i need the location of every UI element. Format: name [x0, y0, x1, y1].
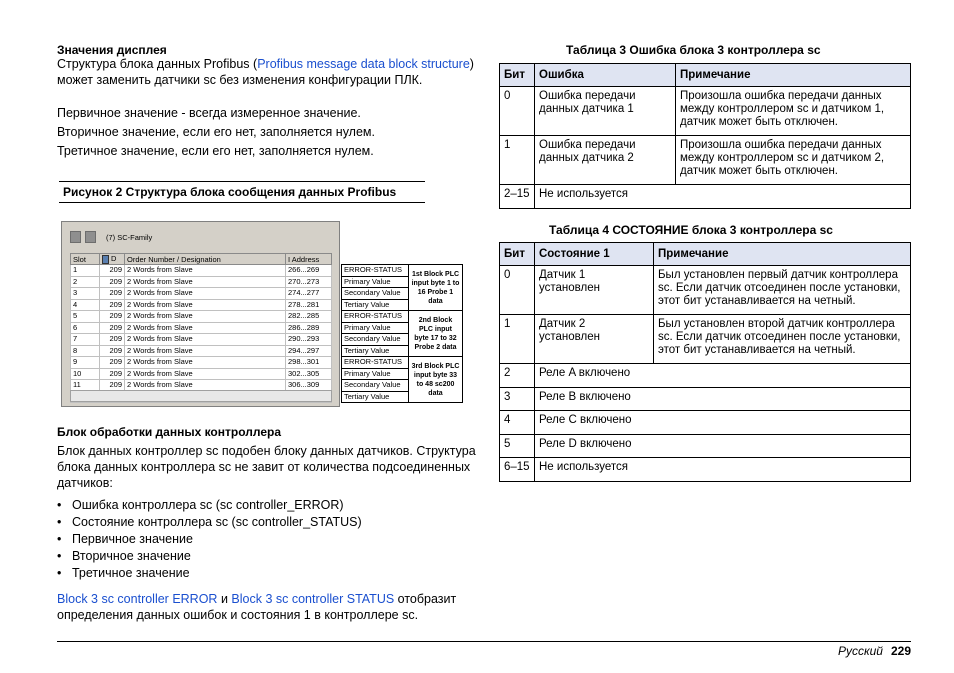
block-description: 3rd Block PLC input byte 33 to 48 sc200 data	[409, 357, 463, 403]
table3-error	[499, 63, 911, 209]
error-cell: Ошибка передачи данных датчика 1	[535, 87, 676, 136]
table-row	[71, 322, 332, 334]
designation-header: Order Number / Designation	[125, 254, 286, 265]
block-description: 2nd Block PLC input byte 17 to 32 Probe 2 data	[409, 311, 463, 357]
designation-cell: 2 Words from Slave	[125, 380, 286, 392]
note-cell: Был установлен второй датчик контроллера sc. Если датчик отсоединен после установки, этот бит устанавливается на четный.	[654, 315, 911, 364]
slot-header: Slot	[71, 254, 100, 265]
d-cell: 209	[100, 334, 125, 346]
bit-cell: 1	[500, 136, 535, 185]
table-row	[500, 87, 911, 136]
table4-caption: Таблица 4 СОСТОЯНИЕ блока 3 контроллера sc	[549, 223, 833, 237]
d-cell: 209	[100, 368, 125, 380]
designation-cell: 2 Words from Slave	[125, 322, 286, 334]
address-cell: 274...277	[286, 288, 332, 300]
table-row	[342, 311, 463, 323]
slot-cell: 2	[71, 276, 100, 288]
table3-header-error: Ошибка	[535, 64, 676, 87]
slot-cell: 7	[71, 334, 100, 346]
list-item: • Вторичное значение	[57, 548, 477, 565]
d-cell: 209	[100, 299, 125, 311]
designation-cell: 2 Words from Slave	[125, 299, 286, 311]
slot-cell: 3	[71, 288, 100, 300]
value-label: Primary Value	[342, 322, 409, 334]
slot-cell: 5	[71, 311, 100, 323]
table-row	[500, 435, 911, 458]
figure-caption-rule	[59, 202, 425, 203]
footer-rule	[57, 641, 911, 642]
status-cell: Датчик 2 установлен	[535, 315, 654, 364]
d-cell: 209	[100, 276, 125, 288]
table-row	[500, 315, 911, 364]
table3-header-note: Примечание	[676, 64, 911, 87]
value-label: Primary Value	[342, 276, 409, 288]
paragraph-text: и	[217, 592, 232, 606]
paragraph-controller-block: Блок данных контроллер sc подобен блоку данных датчиков. Структура блока данных контроллера sc не завит от количества подсоединенных датчиков:	[57, 444, 476, 490]
address-cell: 278...281	[286, 299, 332, 311]
back-arrow-icon	[70, 231, 81, 243]
bit-cell: 3	[500, 388, 535, 411]
error-cell: Ошибка передачи данных датчика 2	[535, 136, 676, 185]
table-row	[500, 388, 911, 411]
value-label: ERROR-STATUS	[342, 311, 409, 323]
paragraph-tertiary-value: Третичное значение, если его нет, заполняется нулем.	[57, 144, 374, 158]
bit-cell: 4	[500, 411, 535, 435]
table-row	[342, 357, 463, 369]
slot-cell: 4	[71, 299, 100, 311]
d-header	[100, 254, 125, 265]
profibus-config-screenshot	[61, 221, 340, 407]
screenshot-scrollbar	[70, 390, 332, 402]
table3-header-bit: Бит	[500, 64, 535, 87]
note-cell: Был установлен первый датчик контроллера sc. Если датчик отсоединен после установки, этот бит устанавливается на четный.	[654, 266, 911, 315]
designation-cell: 2 Words from Slave	[125, 265, 286, 277]
value-label: Tertiary Value	[342, 391, 409, 403]
bit-cell: 2	[500, 364, 535, 388]
designation-cell: 2 Words from Slave	[125, 334, 286, 346]
address-header: I Address	[286, 254, 332, 265]
table-row	[71, 276, 332, 288]
paragraph-text: отобразит определения данных ошибок и состояния 1 в контроллере sc.	[57, 592, 457, 622]
table-row	[71, 311, 332, 323]
profibus-structure-link[interactable]: Profibus message data block structure	[257, 57, 470, 71]
paragraph-block3-links	[57, 591, 477, 623]
bit-cell: 0	[500, 87, 535, 136]
table-row	[71, 345, 332, 357]
table-row	[71, 368, 332, 380]
table-row	[500, 411, 911, 435]
block3-error-link[interactable]: Block 3 sc controller ERROR	[57, 592, 218, 606]
value-label: Secondary Value	[342, 334, 409, 346]
block3-status-link[interactable]: Block 3 sc controller STATUS	[231, 592, 395, 606]
table3-caption: Таблица 3 Ошибка блока 3 контроллера sc	[566, 43, 821, 57]
d-cell: 209	[100, 265, 125, 277]
table-row	[342, 265, 463, 277]
note-cell: Произошла ошибка передачи данных между контроллером sc и датчиком 2, датчик может быть отключен.	[676, 136, 911, 185]
slot-cell: 6	[71, 322, 100, 334]
designation-cell: 2 Words from Slave	[125, 311, 286, 323]
slot-table	[70, 253, 332, 403]
address-cell: 302...305	[286, 368, 332, 380]
figure-caption: Рисунок 2 Структура блока сообщения данных Profibus	[63, 185, 397, 199]
table-row	[500, 364, 911, 388]
address-cell: 270...273	[286, 276, 332, 288]
page-number: 229	[890, 644, 911, 658]
table-row	[500, 136, 911, 185]
forward-arrow-icon	[85, 231, 96, 243]
d-cell: 209	[100, 288, 125, 300]
designation-cell: 2 Words from Slave	[125, 288, 286, 300]
table-row	[500, 458, 911, 482]
bit-cell: 0	[500, 266, 535, 315]
paragraph-text: ) может заменить датчики sc без изменения конфигурации ПЛК.	[57, 57, 474, 87]
designation-cell: 2 Words from Slave	[125, 357, 286, 369]
table-row	[500, 266, 911, 315]
block-description: 1st Block PLC input byte 1 to 16 Probe 1 data	[409, 265, 463, 311]
status-cell: Реле C включено	[535, 411, 911, 435]
d-cell: 209	[100, 380, 125, 392]
list-item: • Ошибка контроллера sc (sc controller_ERROR)	[57, 497, 477, 514]
address-cell: 290...293	[286, 334, 332, 346]
table-row	[71, 265, 332, 277]
bit-cell: 6–15	[500, 458, 535, 482]
table-row	[71, 334, 332, 346]
section-title-controller-block: Блок обработки данных контроллера	[57, 425, 282, 439]
error-cell: Не используется	[535, 185, 911, 209]
address-cell: 282...285	[286, 311, 332, 323]
status-cell: Реле D включено	[535, 435, 911, 458]
list-item: • Первичное значение	[57, 531, 477, 548]
list-item: • Состояние контроллера sc (sc controller_STATUS)	[57, 514, 477, 531]
table-row	[71, 299, 332, 311]
table4-header-note: Примечание	[654, 243, 911, 266]
designation-cell: 2 Words from Slave	[125, 368, 286, 380]
screenshot-toolbar	[64, 226, 336, 248]
value-label: Tertiary Value	[342, 299, 409, 311]
d-header-label: D	[111, 254, 117, 264]
slot-cell: 9	[71, 357, 100, 369]
value-label: Secondary Value	[342, 288, 409, 300]
list-item: • Третичное значение	[57, 565, 477, 582]
d-cell: 209	[100, 322, 125, 334]
value-label: ERROR-STATUS	[342, 357, 409, 369]
designation-cell: 2 Words from Slave	[125, 276, 286, 288]
status-cell: Датчик 1 установлен	[535, 266, 654, 315]
value-label: Primary Value	[342, 368, 409, 380]
table4-header-status: Состояние 1	[535, 243, 654, 266]
paragraph-text: Структура блока данных Profibus (	[57, 57, 258, 71]
address-cell: 298...301	[286, 357, 332, 369]
designation-cell: 2 Words from Slave	[125, 345, 286, 357]
value-label: Tertiary Value	[342, 345, 409, 357]
slot-cell: 1	[71, 265, 100, 277]
table4-status	[499, 242, 911, 482]
paragraph-primary-value: Первичное значение - всегда измеренное значение.	[57, 106, 361, 120]
page-footer	[838, 644, 911, 658]
table4-header-bit: Бит	[500, 243, 535, 266]
address-cell: 294...297	[286, 345, 332, 357]
status-cell: Реле A включено	[535, 364, 911, 388]
slot-cell: 10	[71, 368, 100, 380]
bit-cell: 2–15	[500, 185, 535, 209]
table-row	[71, 357, 332, 369]
paragraph-profibus-structure	[57, 56, 477, 88]
slot-cell: 11	[71, 380, 100, 392]
table-row	[71, 288, 332, 300]
bit-cell: 1	[500, 315, 535, 364]
slot-cell: 8	[71, 345, 100, 357]
module-icon	[102, 255, 109, 264]
bullet-list	[57, 497, 477, 582]
table-row	[500, 185, 911, 209]
address-cell: 266...269	[286, 265, 332, 277]
screenshot-window-title: (7) SC-Family	[106, 233, 153, 242]
section-title-display-values: Значения дисплея	[57, 43, 167, 57]
address-cell: 306...309	[286, 380, 332, 392]
bit-cell: 5	[500, 435, 535, 458]
d-cell: 209	[100, 345, 125, 357]
value-label: ERROR-STATUS	[342, 265, 409, 277]
paragraph-secondary-value: Вторичное значение, если его нет, заполняется нулем.	[57, 125, 375, 139]
note-cell: Произошла ошибка передачи данных между контроллером sc и датчиком 1, датчик может быть отключен.	[676, 87, 911, 136]
d-cell: 209	[100, 357, 125, 369]
value-label: Secondary Value	[342, 380, 409, 392]
address-cell: 286...289	[286, 322, 332, 334]
status-cell: Не используется	[535, 458, 911, 482]
footer-language: Русский	[837, 644, 883, 658]
d-cell: 209	[100, 311, 125, 323]
block-mapping-table	[341, 264, 463, 403]
status-cell: Реле B включено	[535, 388, 911, 411]
figure-top-rule	[59, 181, 425, 182]
